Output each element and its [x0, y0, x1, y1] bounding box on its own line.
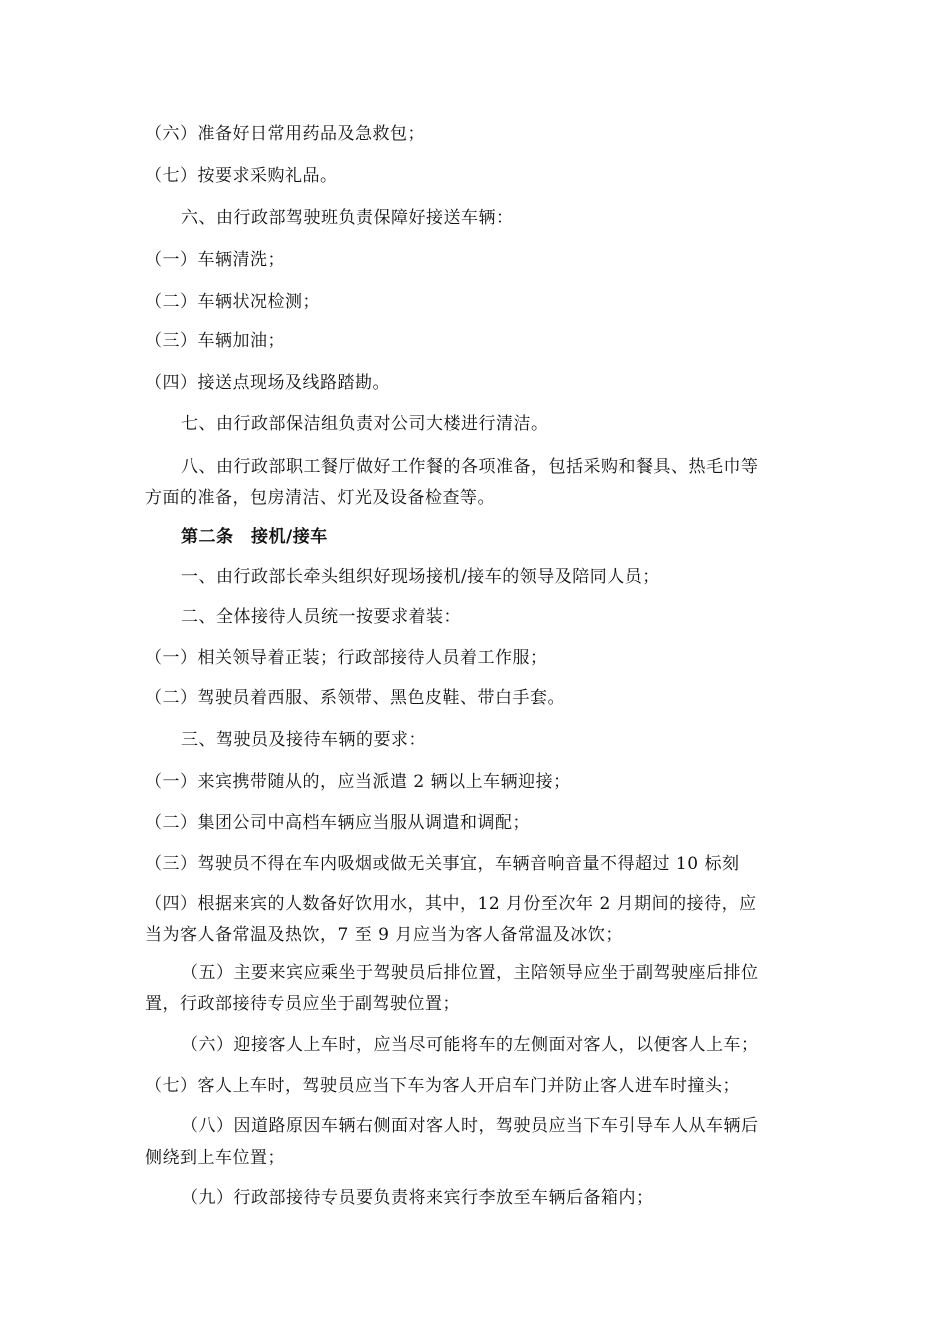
text-line: （六）迎接客人上车时，应当尽可能将车的左侧面对客人，以便客人上车；	[181, 1035, 759, 1055]
text-line: 置，行政部接待专员应坐于副驾驶位置；	[145, 994, 460, 1014]
section-item: 八、由行政部职工餐厅做好工作餐的各项准备，包括采购和餐具、热毛巾等	[181, 457, 759, 477]
text-line: （四）接送点现场及线路踏勘。	[145, 373, 390, 393]
text-line: 侧绕到上车位置；	[145, 1148, 285, 1168]
section-item: 一、由行政部长牵头组织好现场接机/接车的领导及陪同人员；	[181, 567, 660, 587]
section-item: 六、由行政部驾驶班负责保障好接送车辆：	[181, 208, 514, 228]
text-line: （二）驾驶员着西服、系领带、黑色皮鞋、带白手套。	[145, 688, 565, 708]
article-heading: 第二条 接机/接车	[181, 527, 328, 547]
text-line: （二）集团公司中高档车辆应当服从调遣和调配；	[145, 813, 530, 833]
section-item: 二、全体接待人员统一按要求着装：	[181, 607, 461, 627]
text-line: （七）客人上车时，驾驶员应当下车为客人开启车门并防止客人进车时撞头；	[145, 1076, 740, 1096]
text-line: （三）驾驶员不得在车内吸烟或做无关事宜，车辆音响音量不得超过 10 标刻	[145, 854, 740, 874]
text-line: （五）主要来宾应乘坐于驾驶员后排位置，主陪领导应坐于副驾驶座后排位	[181, 963, 759, 983]
text-line: （九）行政部接待专员要负责将来宾行李放至车辆后备箱内；	[181, 1188, 654, 1208]
text-line: （四）根据来宾的人数备好饮用水，其中，12 月份至次年 2 月期间的接待，应	[145, 894, 757, 914]
text-line: （一）来宾携带随从的，应当派遣 2 辆以上车辆迎接；	[145, 772, 571, 792]
text-line: （八）因道路原因车辆右侧面对客人时，驾驶员应当下车引导车人从车辆后	[181, 1116, 759, 1136]
text-line: （三）车辆加油；	[145, 331, 285, 351]
text-line: （二）车辆状况检测；	[145, 292, 320, 312]
text-line: （七）按要求采购礼品。	[145, 166, 338, 186]
text-line: （一）车辆清洗；	[145, 250, 285, 270]
text-line: （六）准备好日常用药品及急救包；	[145, 124, 425, 144]
text-line: 当为客人备常温及热饮，7 至 9 月应当为客人备常温及冰饮；	[145, 925, 623, 945]
text-line: （一）相关领导着正装；行政部接待人员着工作服；	[145, 648, 548, 668]
text-line: 方面的准备，包房清洁、灯光及设备检查等。	[145, 488, 495, 508]
section-item: 七、由行政部保洁组负责对公司大楼进行清洁。	[181, 414, 549, 434]
section-item: 三、驾驶员及接待车辆的要求：	[181, 730, 426, 750]
